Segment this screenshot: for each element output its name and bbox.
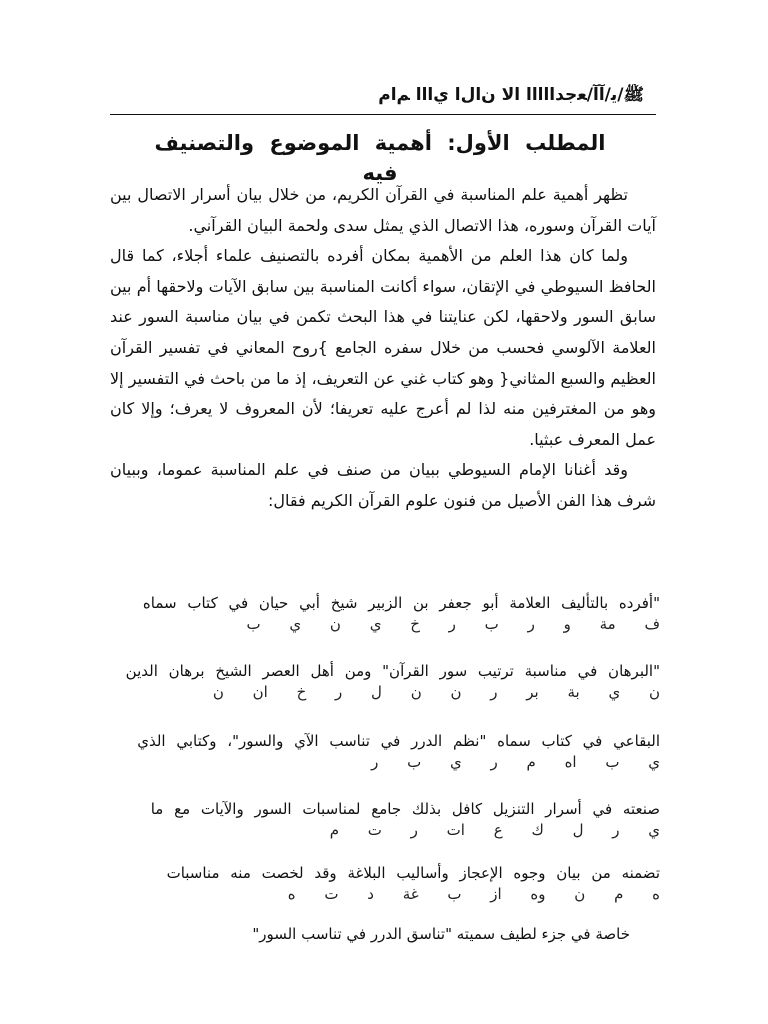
quoted-line [108, 660, 660, 702]
quoted-line [108, 730, 660, 772]
quoted-line-diacritics: ف مة و ر ب ر خ ي ن ي ب [246, 615, 660, 633]
paragraph-suyuti: وقد أغنانا الإمام السيوطي ببيان من صنف في علم المناسبة عموما، وببيان شرف هذا الفن الأصيل من فنون علوم القرآن الكريم فقال: [110, 460, 656, 510]
quoted-line-diacritics: ي ب اه م ر ي ب ر [371, 753, 660, 771]
section-title: المطلب الأول: أهمية الموضوع والتصنيف فيه [154, 131, 606, 185]
paragraph-authorship: ولما كان هذا العلم من الأهمية بمكان أفرده بالتصنيف علماء أجلاء، كما قال الحافظ السيوطي في الإتقان، سواء أكانت المناسبة بين سابق الآيات ولاحقها أم بين سابق السور ولاحقها، لكن عنايتنا في هذا البحث تكمن في بيان مناسبة السور عند العلامة الآلوسي فحسب من خلال سفره الجامع }روح المعاني في تفسير القرآن العظيم والسبع المثاني{ وهو كتاب غني عن التعريف، إذ ما من باحث في التفسير إلا وهو من المغترفين منه لذا لم أعرج عليه تعريفا؛ لأن المعروف لا يعرف؛ وإلا كان عمل المعرف عبثيا. [110, 246, 656, 449]
quoted-line [108, 592, 660, 634]
quoted-line [108, 862, 660, 904]
quoted-line-text: البقاعي في كتاب سماه "نظم الدرر في تناسب الآي والسور"، وكتابي الذي [137, 732, 660, 750]
quoted-line-text: "البرهان في مناسبة ترتيب سور القرآن" ومن أهل العصر الشيخ برهان الدين [125, 662, 660, 680]
body-text [110, 180, 656, 517]
closing-quote: خاصة في جزء لطيف سميته "تناسق الدرر في تناسب السور" [252, 925, 630, 943]
quoted-line-text: تضمنه من بيان وجوه الإعجاز وأساليب البلاغة وقد لخصت منه مناسبات [166, 864, 660, 882]
quoted-line [108, 798, 660, 840]
quoted-line-text: "أفرده بالتأليف العلامة أبو جعفر بن الزبير شيخ أبي حيان في كتاب سماه [142, 594, 660, 612]
quoted-line-diacritics: ي ر ل ك ع ات ر ت م [329, 821, 660, 839]
paragraph-importance: تظهر أهمية علم المناسبة في القرآن الكريم، من خلال بيان أسرار الاتصال بين آيات القرآن وسوره، هذا الاتصال الذي يمثل سدى ولحمة البيان القرآني. [110, 185, 656, 235]
header-rule [110, 114, 656, 115]
quoted-line-text: صنعته في أسرار التنزيل كافل بذلك جامع لمناسبات السور والآيات مع ما [150, 800, 660, 818]
quoted-line-diacritics: ه م ن وه از ب غة د ت ه [287, 885, 660, 903]
quoted-line-diacritics: ن ي بة بر ر ن ن ل ر خ ان ن [212, 683, 660, 701]
running-header: ﷺ/ﻳ/ﺁﺁ/ﻌﺟﺪﺍﺍﺍﺍﺍ ﺍﻟﺎ ﻥﺍﻝﺍ ﻱﺍﺍﺍ ﻢﺍﻡ [378, 85, 644, 105]
